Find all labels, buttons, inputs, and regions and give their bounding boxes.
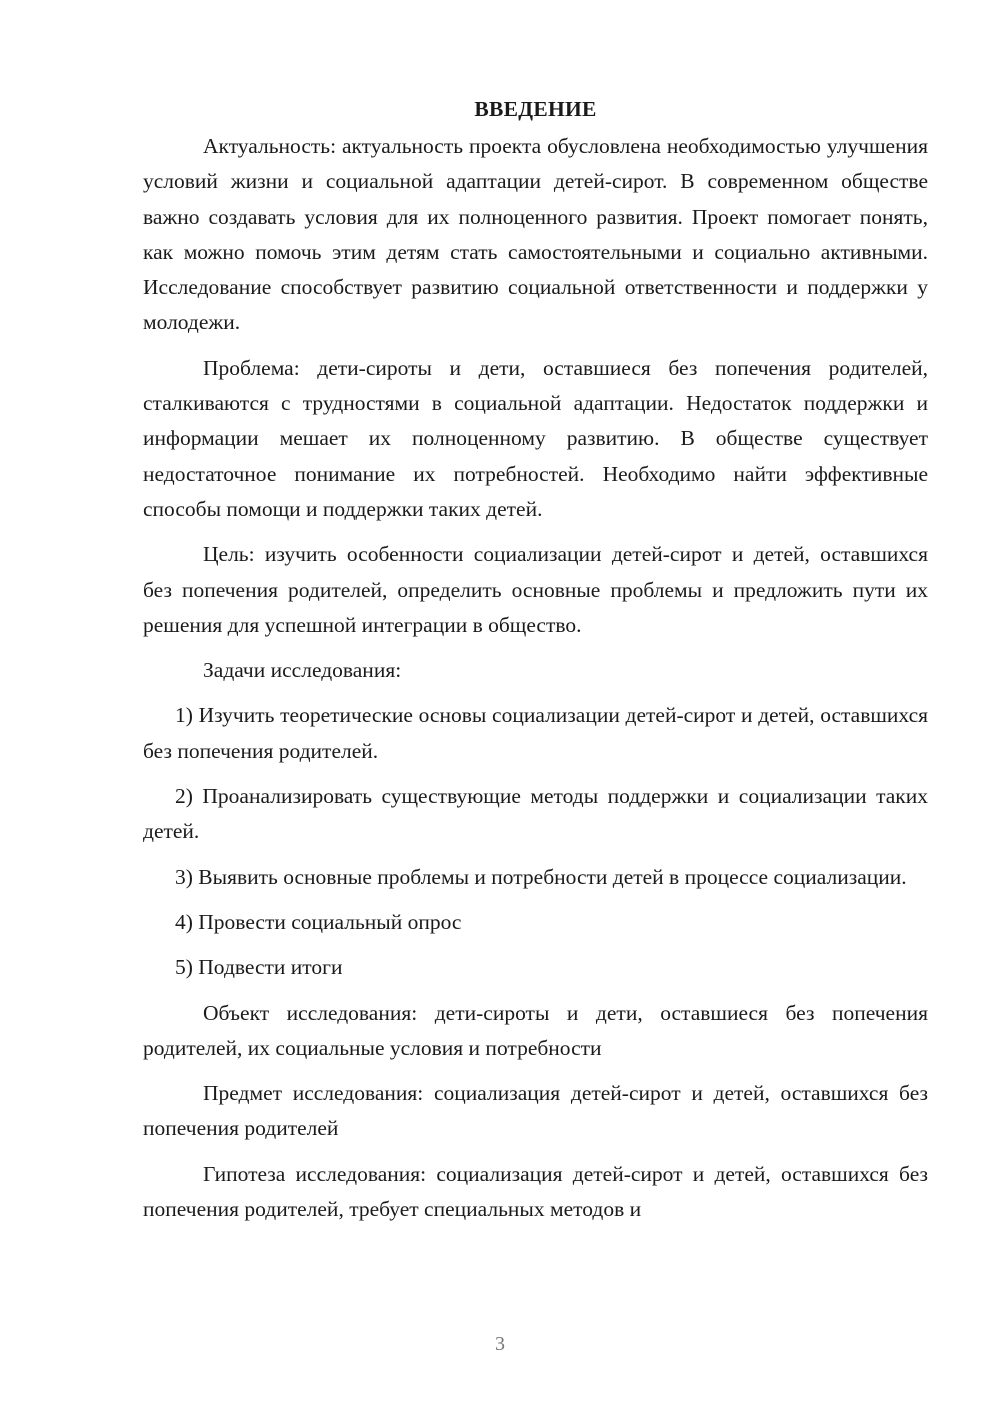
subject-paragraph: Предмет исследования: социализация детей-сирот и детей, оставшихся без попечения родителей: [143, 1081, 928, 1141]
page-number: 3: [495, 1333, 505, 1355]
document-page: [143, 92, 928, 1237]
task-item-5: 5) Подвести итоги: [175, 955, 343, 980]
hypothesis-paragraph: Гипотеза исследования: социализация детей-сирот и детей, оставшихся без попечения родителей, требует специальных методов и: [143, 1161, 928, 1222]
relevance-paragraph: Актуальность: актуальность проекта обусловлена необходимостью улучшения условий жизни и социальной адаптации детей-сирот. В современном обществе важно создавать условия для их полноценного развития. Проект помогает понять, как можно помочь этим детям стать самостоятельными и социально активными. Исследование способствует развитию социальной ответственности и поддержки у молодежи.: [143, 134, 928, 335]
task-item-3: 3) Выявить основные проблемы и потребности детей в процессе социализации.: [175, 864, 907, 889]
tasks-heading: Задачи исследования:: [203, 658, 402, 683]
task-item-4: 4) Провести социальный опрос: [175, 909, 462, 934]
problem-paragraph: Проблема: дети-сироты и дети, оставшиеся без попечения родителей, сталкиваются с трудностями в социальной адаптации. Недостаток поддержки и информации мешает их полноценному развитию. В обществе существует недостаточное понимание их потребностей. Необходимо найти эффективные способы помощи и поддержки таких детей.: [143, 355, 928, 521]
task-item-2: 2) Проанализировать существующие методы поддержки и социализации таких детей.: [143, 784, 928, 844]
task-item-1: 1) Изучить теоретические основы социализации детей-сирот и детей, оставшихся без попечения родителей.: [143, 703, 928, 763]
page-title: ВВЕДЕНИЕ: [474, 97, 597, 121]
object-paragraph: Объект исследования: дети-сироты и дети, оставшиеся без попечения родителей, их социальные условия и потребности: [143, 1000, 928, 1060]
goal-paragraph: Цель: изучить особенности социализации детей-сирот и детей, оставшихся без попечения родителей, определить основные проблемы и предложить пути их решения для успешной интеграции в общество.: [143, 542, 928, 637]
